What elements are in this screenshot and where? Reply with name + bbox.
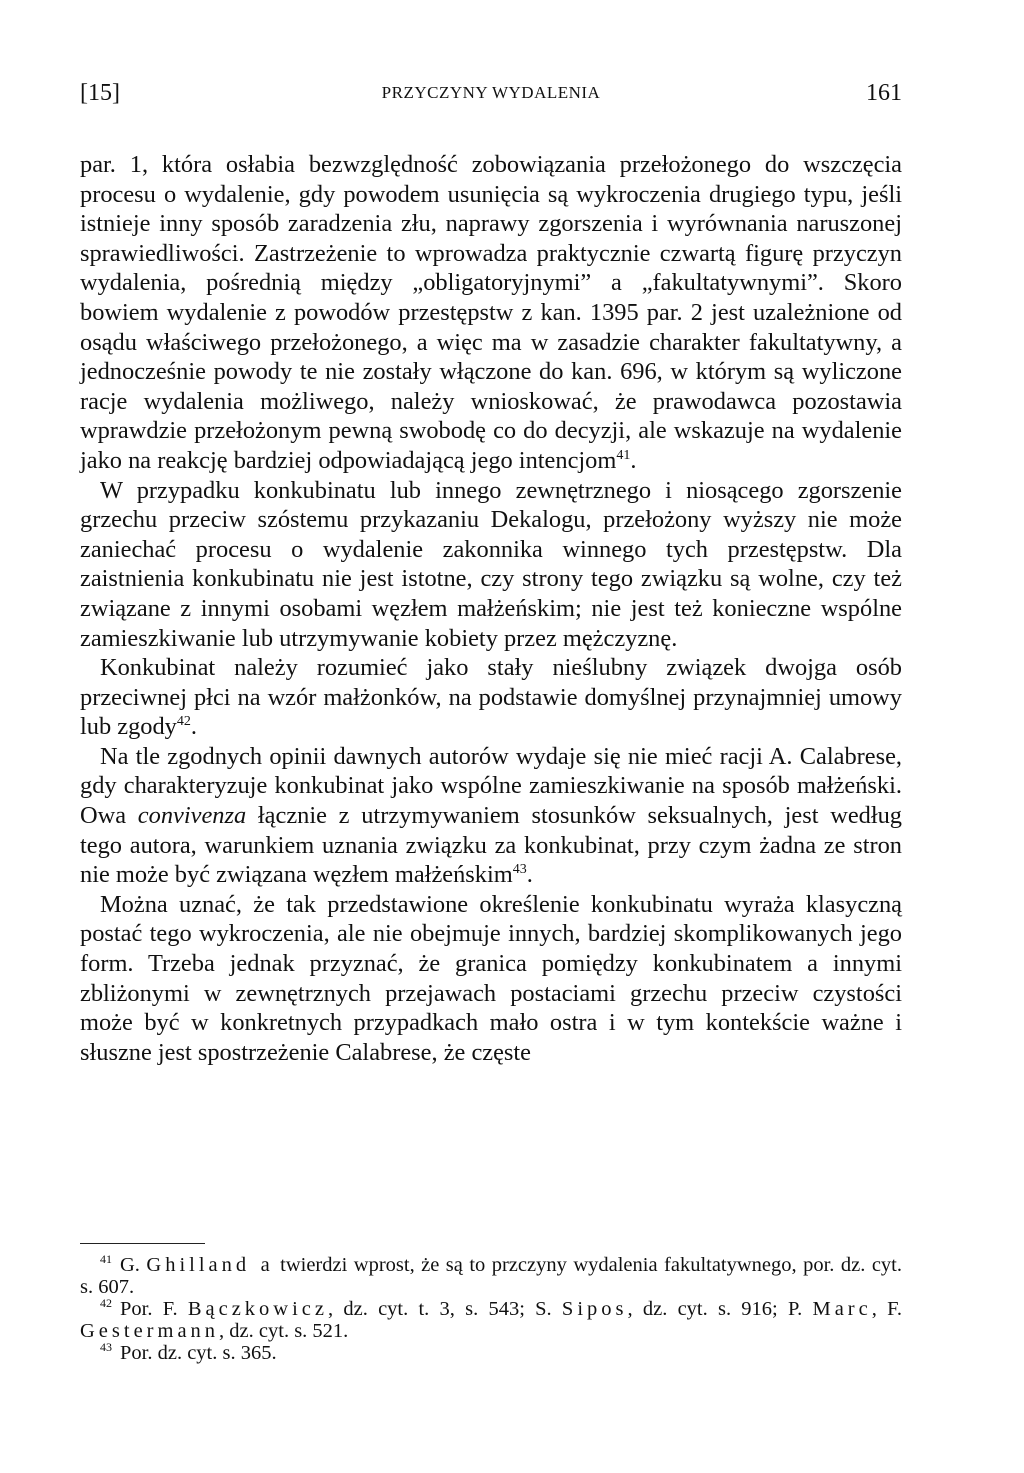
author-name: Bączkowicz [187, 1298, 328, 1320]
footnotes [80, 1254, 902, 1364]
paragraph: Można uznać, że tak przedstawione określenie konkubinatu wyraża klasyczną postać tego wykroczenia, ale nie obejmuje innych, bardziej skomplikowanych jego form. Trzeba jednak przyznać, że granica pomiędzy konkubinatem a innymi zbliżonymi w zewnętrznych przejawach postaciami grzechu przeciw czystości może być w konkretnych przypadkach mało ostra i w tym kontekście ważne i słuszne jest spostrzeżenie Calabrese, że częste [80, 890, 902, 1066]
paragraph: Konkubinat należy rozumieć jako stały nieślubny związek dwojga osób przeciwnej płci na wzór małżonków, na podstawie domyślnej przynajmniej umowy lub zgody$^{42}$. [80, 654, 902, 741]
author-name: Ghilland a [146, 1254, 274, 1276]
author-name: Marc [812, 1298, 872, 1320]
paragraph: par. 1, która osłabia bezwzględność zobowiązania przełożonego do wszczęcia procesu o wydalenie, gdy powodem usunięcia są wykroczenia drugiego typu, jeśli istnieje inny sposób zaradzenia złu, naprawy zgorszenia i wyrównania naruszonej sprawiedliwości. Zastrzeżenie to wprowadza praktycznie czwartą figurę przyczyn wydalenia, pośrednią między „obligatoryjnymi” a „fakultatywnymi”. Skoro bowiem wydalenie z powodów przestępstw z kan. 1395 par. 2 jest uzależnione od osądu właściwego przełożonego, a więc ma w zasadzie charakter fakultatywny, a jednocześnie powody te nie zostały włączone do kan. 696, w którym są wyliczone racje wydalenia możliwego, należy wnioskować, że prawodawca pozostawia wprawdzie przełożonym pewną swobodę co do decyzji, ale wskazuje na wydalenie jako na reakcję bardziej odpowiadającą jego intencjom$^{41}$. [80, 151, 902, 474]
footnote: $^{42}$ Por. F. Bączkowicz, dz. cyt. t. 3, s. 543; S. Sipos, dz. cyt. s. 916; P. Marc, F. Gestermann, dz. cyt. s. 521. [80, 1296, 902, 1342]
page-number: 161 [866, 80, 902, 106]
footnote: $^{41}$ G. Ghilland a twierdzi wprost, że są to przczyny wydalenia fakultatywnego, por. dz. cyt. s. 607. [80, 1252, 902, 1298]
footnote-ref[interactable]: 41 [616, 447, 631, 463]
footnote-ref[interactable]: 43 [512, 862, 527, 878]
author-name: Gestermann [80, 1320, 220, 1342]
footnote-separator [80, 1243, 205, 1244]
author-name: Sipos [561, 1298, 628, 1320]
body-text [80, 150, 902, 1067]
paragraph: Na tle zgodnych opinii dawnych autorów wydaje się nie mieć racji A. Calabrese, gdy charakteryzuje konkubinat jako wspólne zamieszkiwanie na sposób małżeński. Owa convivenza łącznie z utrzymywaniem stosunków seksualnych, jest według tego autora, warunkiem uznania związku za konkubinat, przy czym żadna ze stron nie może być związana węzłem małżeńskim$^{43}$. [80, 742, 903, 889]
italic-term: convivenza [137, 802, 247, 830]
paragraph: W przypadku konkubinatu lub innego zewnętrznego i niosącego zgorszenie grzechu przeciw szóstemu przykazaniu Dekalogu, przełożony wyższy nie może zaniechać procesu o wydalenie zakonnika winnego tych przestępstw. Dla zaistnienia konkubinatu nie jest istotne, czy strony tego związku są wolne, czy też związane z innymi osobami węzłem małżeńskim; nie jest też konieczne wspólne zamieszkiwanie lub utrzymywanie kobiety przez mężczyznę. [80, 476, 902, 652]
section-number: [15] [80, 80, 120, 106]
footnote: $^{43}$ Por. dz. cyt. s. 365. [100, 1340, 277, 1364]
running-header [80, 80, 902, 120]
footnote-ref[interactable]: 42 [176, 714, 191, 730]
running-title: PRZYCZYNY WYDALENIA [381, 83, 601, 102]
